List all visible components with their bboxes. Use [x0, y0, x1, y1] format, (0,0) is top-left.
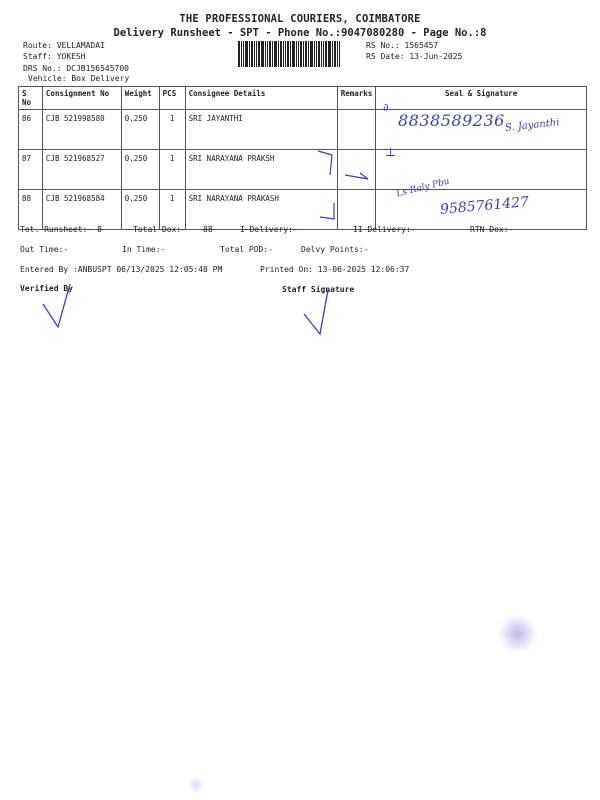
entered-by: Entered By :ANBUSPT 06/13/2025 12:05:48 PM	[20, 265, 223, 274]
vehicle-label: Vehicle: Box Delivery	[28, 74, 130, 83]
total-dox-value: 88	[203, 225, 213, 234]
runsheet-title: Delivery Runsheet - SPT - Phone No.:9047080280 - Page No.:8	[113, 27, 487, 39]
col-remarks: Remarks	[337, 87, 376, 110]
handwritten-phone: 8838589236	[398, 111, 505, 130]
handwritten-phone: 9585761427	[439, 194, 530, 218]
delvy-points: Delvy Points:-	[301, 245, 369, 254]
in-time: In Time:-	[122, 245, 166, 254]
rs-number: RS No.: 1565457	[366, 41, 439, 50]
total-pod: Total POD:-	[220, 245, 273, 254]
cell-remarks	[337, 110, 376, 150]
col-pcs: PCS	[159, 87, 185, 110]
total-dox-label: Total Dox:-	[133, 225, 186, 234]
handwritten-mark: ∂	[383, 101, 389, 114]
verifier-signature-icon	[38, 282, 78, 332]
ii-delivery: II Delivery:-	[353, 225, 416, 234]
col-signature: Seal & Signature	[376, 87, 587, 110]
cell-sno: 86	[19, 110, 43, 150]
cell-weight: 0.250	[121, 190, 159, 230]
cell-pcs: 1	[159, 110, 185, 150]
cell-consignment: CJB 521968527	[42, 150, 121, 190]
verified-by: Verified By	[20, 284, 73, 293]
cell-consignment: CJB 521968584	[42, 190, 121, 230]
cell-consignee: SRI NARAYANA PRAKASH	[185, 190, 337, 230]
ink-smudge	[185, 778, 207, 792]
rtn-dox: RTN Dox:-	[470, 225, 514, 234]
drs-number: DRS No.: DCJB156545700	[23, 64, 129, 73]
staff-signature: Staff Signature	[282, 285, 355, 294]
col-sno: S No	[19, 87, 43, 110]
cell-consignment: CJB 521998580	[42, 110, 121, 150]
cell-sno: 88	[19, 190, 43, 230]
tot-runsheet: Tot. Runsheet:- 8	[20, 225, 102, 234]
cell-pcs: 1	[159, 190, 185, 230]
staff-signature-icon	[298, 286, 338, 338]
barcode-icon	[238, 41, 350, 67]
cell-weight: 0.250	[121, 150, 159, 190]
handwritten-mark: ⊥	[385, 145, 397, 159]
cell-signature	[376, 150, 587, 190]
rs-date: RS Date: 13-Jun-2025	[366, 52, 463, 61]
route-label: Route: VELLAMADAI	[23, 41, 105, 50]
table-header-row	[19, 87, 587, 110]
cell-consignee: SRI JAYANTHI	[185, 110, 337, 150]
ink-smudge	[495, 615, 540, 653]
cell-weight: 0.250	[121, 110, 159, 150]
cell-sno: 87	[19, 150, 43, 190]
col-consignment: Consignment No	[42, 87, 121, 110]
handwritten-signature: S. Jayanthi	[504, 117, 560, 134]
cell-consignee: SRI NARAYANA PRAKSH	[185, 150, 337, 190]
col-consignee: Consignee Details	[185, 87, 337, 110]
col-weight: Weight	[121, 87, 159, 110]
handwritten-signature: Ls Raly Pbu	[395, 176, 451, 200]
company-title: THE PROFESSIONAL COURIERS, COIMBATORE	[179, 13, 421, 25]
staff-label: Staff: YOKESH	[23, 52, 86, 61]
printed-on: Printed On: 13-06-2025 12:06:37	[260, 265, 410, 274]
tick-mark-icon	[300, 145, 380, 225]
cell-pcs: 1	[159, 150, 185, 190]
i-delivery: I Delivery:-	[240, 225, 298, 234]
out-time: Out Time:-	[20, 245, 69, 254]
